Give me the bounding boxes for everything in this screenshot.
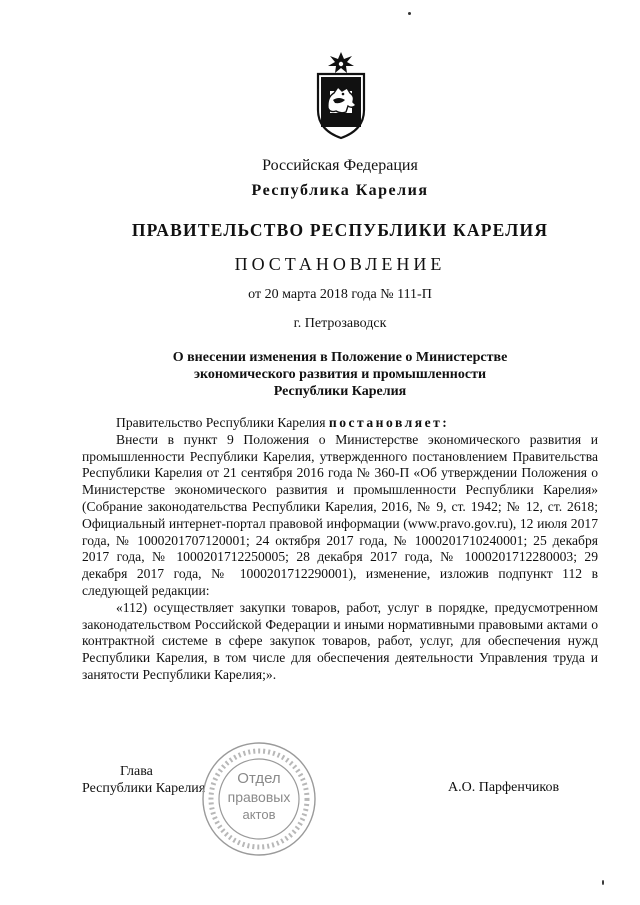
subject-line-2: экономического развития и промышленности [193,367,487,382]
stamp-line-3: актов [242,807,276,822]
government-heading: ПРАВИТЕЛЬСТВО РЕСПУБЛИКИ КАРЕЛИЯ [131,220,549,240]
signatory-title-line-1: Глава [120,764,153,779]
signatory-name: А.О. Парфенчиков [448,780,560,795]
document-type: ПОСТАНОВЛЕНИЕ [234,254,446,274]
lead-prefix: Правительство Республики Карелия [116,415,329,430]
city-line: г. Петрозаводск [293,316,387,331]
signatory-title [82,763,205,797]
scan-speck [602,880,604,885]
lead-verb: постановляет: [328,415,450,430]
federation-line: Российская Федерация [262,157,418,174]
subject-line-3: Республики Карелия [273,384,407,399]
stamp-line-1: Отдел [237,770,281,787]
date-and-number: от 20 марта 2018 года № 111-П [248,287,432,302]
resolution-lead [82,415,598,432]
paragraph-new-wording: «112) осуществляет закупки товаров, работ, услуг в порядке, предусмотренном законодательством Российской Федерации и иными нормативными правовыми актами о контрактной системе в сфере закупок товаров, работ, услуг, для обеспечения нужд Республики Карелия, в том числе для обеспечения деятельности Управления труда и занятости Республики Карелия;». [82,599,598,682]
legal-acts-stamp [200,740,318,858]
stamp-line-2: правовых [227,789,291,805]
karelia-coat-of-arms-icon [312,50,370,140]
subject-line-1: О внесении изменения в Положение о Министерстве [172,350,508,365]
republic-line: Республика Карелия [251,182,429,199]
document-body [82,415,598,684]
scan-speck [408,12,411,15]
document-subject [20,349,640,400]
signatory-title-line-2: Республики Карелия [82,781,206,796]
paragraph-amendment: Внести в пункт 9 Положения о Министерстве экономического развития и промышленности Республики Карелия, утвержденного постановлением Правительства Республики Карелия от 21 сентября 2016 года № 360-П «Об утверждении Положения о Министерстве экономического развития и промышленности Республики Карелия» (Собрание законодательства Республики Карелия, 2016, № 9, ст. 1942; № 12, ст. 2618; Официальный интернет-портал правовой информации (www.pravo.gov.ru), 12 июля 2017 года, № 1000201707120001; 24 октября 2017 года, № 1000201710240001; 25 декабря 2017 года, № 1000201712250005; 28 декабря 2017 года, № 1000201712280003; 29 декабря 2017 года, № 1000201712290001), изменение, изложив подпункт 112 в следующей редакции: [82,431,598,598]
